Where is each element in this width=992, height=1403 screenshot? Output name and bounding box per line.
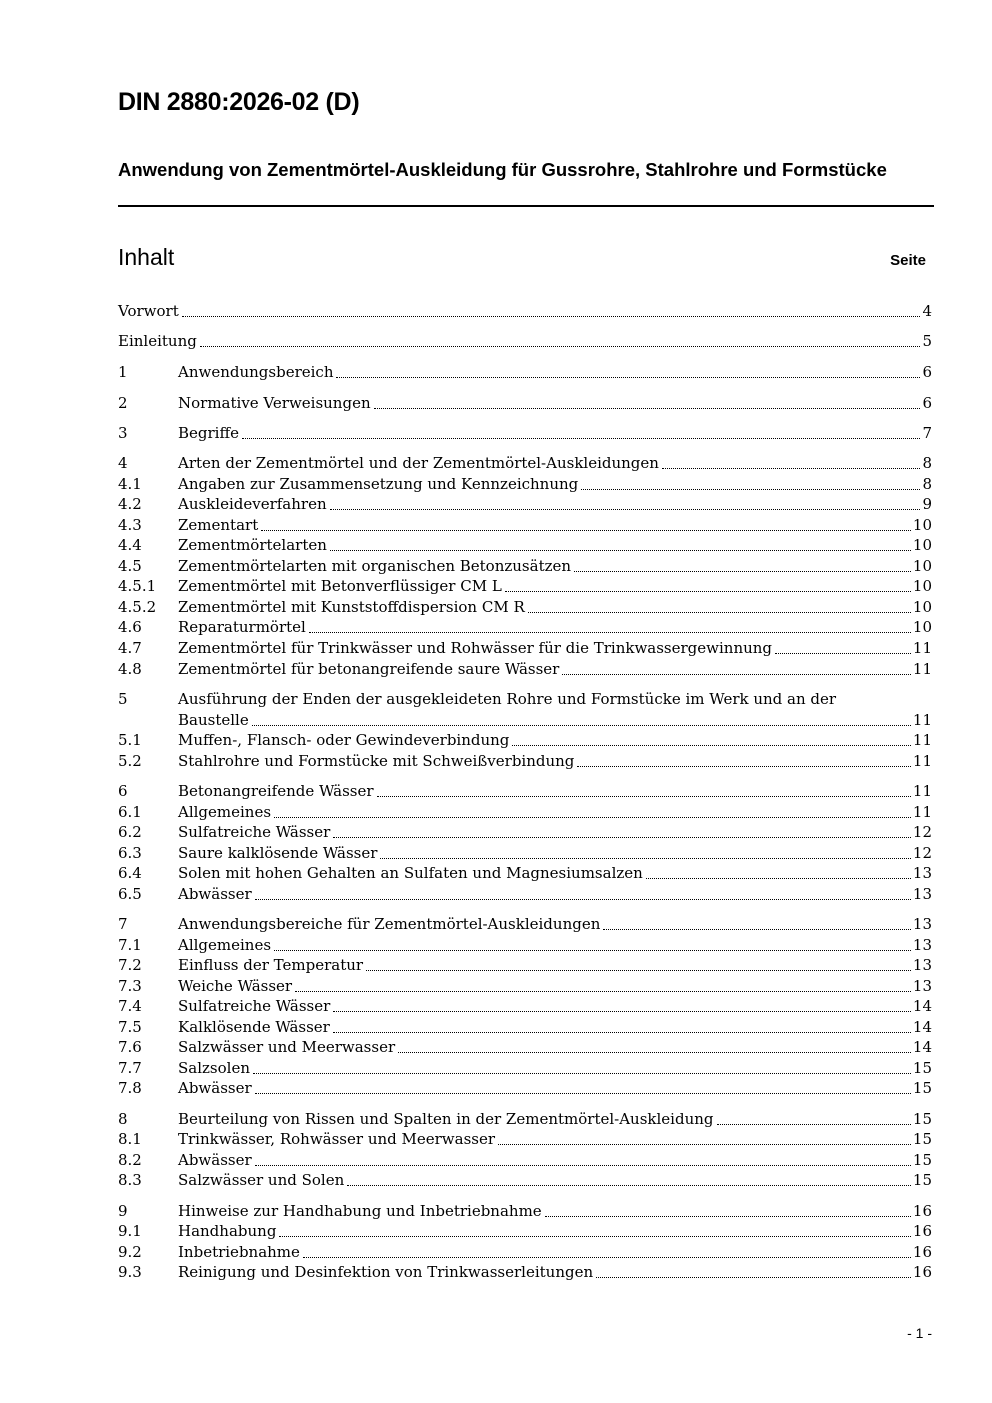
- toc-entry-title: Zementmörtel für Trinkwässer und Rohwässer für die Trinkwassergewinnung: [178, 639, 773, 657]
- toc-entry-number: 4.4: [118, 536, 142, 554]
- toc-entry-title: Inbetriebnahme: [178, 1243, 300, 1261]
- toc-entry-title: Sulfatreiche Wässer: [178, 823, 331, 841]
- toc-entry-title: Zementmörtelarten mit organischen Betonzusätzen: [178, 557, 572, 575]
- toc-entry-number: 7.8: [118, 1079, 142, 1097]
- toc-entry-title: Einleitung: [118, 332, 197, 350]
- toc-entry-title: Stahlrohre und Formstücke mit Schweißverbindung: [178, 752, 575, 770]
- toc-dot-leader: [255, 1092, 911, 1094]
- toc-entry-title: Einfluss der Temperatur: [178, 956, 364, 974]
- toc-entry[interactable]: [118, 535, 932, 556]
- toc-entry[interactable]: [118, 1150, 932, 1171]
- toc-dot-leader: [253, 1072, 911, 1074]
- toc-entry-page: 15: [912, 1079, 932, 1097]
- toc-entry-page: 10: [912, 536, 932, 554]
- toc-dot-leader: [274, 949, 911, 951]
- toc-entry-title: Reinigung und Desinfektion von Trinkwasserleitungen: [178, 1263, 594, 1281]
- toc-entry[interactable]: [118, 1078, 932, 1099]
- toc-entry-page: 13: [912, 864, 932, 882]
- toc-dot-leader: [279, 1235, 910, 1237]
- toc-entry[interactable]: [118, 617, 932, 638]
- toc-dot-leader: [528, 611, 911, 613]
- table-of-contents: [118, 0, 932, 1403]
- toc-entry[interactable]: [118, 689, 932, 731]
- toc-dot-leader: [252, 724, 911, 726]
- toc-entry[interactable]: [118, 515, 932, 536]
- toc-entry-number: 6.4: [118, 864, 142, 882]
- toc-entry-number: 7.7: [118, 1059, 142, 1077]
- toc-dot-leader: [377, 795, 911, 797]
- document-title: DIN 2880:2026-02 (D): [118, 88, 360, 116]
- toc-entry-title: Beurteilung von Rissen und Spalten in der Zementmörtel-Auskleidung: [178, 1110, 714, 1128]
- toc-dot-leader: [577, 765, 911, 767]
- toc-entry-number: 6.5: [118, 885, 142, 903]
- toc-dot-leader: [330, 508, 921, 510]
- toc-dot-leader: [717, 1123, 911, 1125]
- toc-entry-number: 4: [118, 454, 128, 472]
- toc-entry[interactable]: [118, 453, 932, 474]
- toc-entry-page: 12: [912, 823, 932, 841]
- toc-entry[interactable]: [118, 976, 932, 997]
- toc-entry-title: Trinkwässer, Rohwässer und Meerwasser: [178, 1130, 496, 1148]
- toc-entry-page: 13: [912, 885, 932, 903]
- toc-entry-page: 5: [922, 332, 932, 350]
- toc-entry-number: 7.4: [118, 997, 142, 1015]
- toc-entry[interactable]: [118, 1017, 932, 1038]
- toc-entry-title: Salzwässer und Solen: [178, 1171, 345, 1189]
- toc-dot-leader: [662, 467, 921, 469]
- toc-entry-title: Kalklösende Wässer: [178, 1018, 330, 1036]
- toc-entry-page: 15: [912, 1110, 932, 1128]
- toc-entry-title: Salzwässer und Meerwasser: [178, 1038, 396, 1056]
- toc-dot-leader: [646, 877, 911, 879]
- toc-entry[interactable]: [118, 935, 932, 956]
- toc-entry-number: 4.1: [118, 475, 142, 493]
- toc-entry-title: Salzsolen: [178, 1059, 250, 1077]
- toc-entry-number: 4.2: [118, 495, 142, 513]
- toc-entry-number: 3: [118, 424, 128, 442]
- toc-dot-leader: [505, 590, 911, 592]
- toc-entry-title: Sulfatreiche Wässer: [178, 997, 331, 1015]
- toc-entry-title: Vorwort: [118, 302, 179, 320]
- toc-entry[interactable]: [118, 914, 932, 935]
- document-subtitle: Anwendung von Zementmörtel-Auskleidung für Gussrohre, Stahlrohre und Formstücke: [118, 159, 887, 180]
- toc-entry-page: 11: [912, 660, 932, 678]
- toc-entry-page: 13: [912, 915, 932, 933]
- toc-dot-leader: [581, 488, 920, 490]
- toc-entry-page: 16: [912, 1263, 932, 1281]
- toc-dot-leader: [255, 898, 911, 900]
- toc-entry[interactable]: [118, 474, 932, 495]
- toc-entry-number: 7.2: [118, 956, 142, 974]
- toc-entry-title: Abwässer: [178, 885, 252, 903]
- toc-entry-title: Hinweise zur Handhabung und Inbetriebnahme: [178, 1202, 542, 1220]
- toc-entry-title: Allgemeines: [178, 936, 272, 954]
- toc-entry-title: Begriffe: [178, 424, 240, 442]
- toc-entry-number: 7.3: [118, 977, 142, 995]
- toc-entry-number: 9.3: [118, 1263, 142, 1281]
- toc-entry[interactable]: [118, 331, 932, 352]
- toc-entry-page: 15: [912, 1171, 932, 1189]
- toc-entry-page: 10: [912, 598, 932, 616]
- toc-entry-number: 4.5: [118, 557, 142, 575]
- toc-entry-title: Anwendungsbereich: [178, 363, 334, 381]
- toc-dot-leader: [274, 816, 911, 818]
- toc-entry-number: 5.2: [118, 752, 142, 770]
- toc-entry-number: 4.5.1: [118, 577, 157, 595]
- toc-entry-number: 6.1: [118, 803, 142, 821]
- toc-dot-leader: [498, 1143, 911, 1145]
- toc-dot-leader: [347, 1184, 911, 1186]
- toc-entry-page: 16: [912, 1243, 932, 1261]
- toc-entry-title: Solen mit hohen Gehalten an Sulfaten und Magnesiumsalzen: [178, 864, 643, 882]
- toc-entry-number: 9.1: [118, 1222, 142, 1240]
- toc-entry-page: 15: [912, 1130, 932, 1148]
- toc-dot-leader: [242, 437, 920, 439]
- toc-entry-page: 15: [912, 1059, 932, 1077]
- toc-entry-title: Zementmörtelarten: [178, 536, 327, 554]
- toc-entry-title: Abwässer: [178, 1151, 252, 1169]
- toc-entry-title: Zementmörtel mit Kunststoffdispersion CM R: [178, 598, 525, 616]
- toc-dot-leader: [603, 928, 911, 930]
- toc-entry-number: 4.3: [118, 516, 142, 534]
- toc-dot-leader: [295, 990, 911, 992]
- toc-dot-leader: [545, 1215, 911, 1217]
- toc-entry-page: 15: [912, 1151, 932, 1169]
- toc-entry-number: 4.7: [118, 639, 142, 657]
- toc-entry[interactable]: [118, 659, 932, 680]
- toc-entry[interactable]: [118, 1129, 932, 1150]
- toc-entry-page: 11: [912, 752, 932, 770]
- toc-entry[interactable]: [118, 638, 932, 659]
- toc-entry-page: 8: [922, 454, 932, 472]
- toc-entry-title: Angaben zur Zusammensetzung und Kennzeichnung: [178, 475, 579, 493]
- toc-entry[interactable]: [118, 996, 932, 1017]
- toc-entry[interactable]: [118, 955, 932, 976]
- toc-entry-title: Zementmörtel für betonangreifende saure Wässer: [178, 660, 560, 678]
- toc-entry[interactable]: [118, 751, 932, 772]
- toc-entry-line2: [178, 710, 932, 731]
- toc-dot-leader: [562, 673, 911, 675]
- toc-heading: Inhalt: [118, 244, 175, 270]
- toc-entry-page: 14: [912, 997, 932, 1015]
- toc-entry-title: Allgemeines: [178, 803, 272, 821]
- toc-entry-number: 5.1: [118, 731, 142, 749]
- toc-entry[interactable]: [118, 1221, 932, 1242]
- toc-entry-number: 7.5: [118, 1018, 142, 1036]
- toc-entry-title: Normative Verweisungen: [178, 394, 371, 412]
- toc-entry[interactable]: [118, 884, 932, 905]
- toc-entry-number: 6: [118, 782, 128, 800]
- toc-dot-leader: [775, 652, 911, 654]
- toc-entry[interactable]: [118, 822, 932, 843]
- toc-entry-title: Abwässer: [178, 1079, 252, 1097]
- toc-entry[interactable]: [118, 863, 932, 884]
- toc-entry-page: 10: [912, 516, 932, 534]
- toc-dot-leader: [182, 315, 921, 317]
- toc-entry[interactable]: [118, 1109, 932, 1130]
- toc-dot-leader: [336, 376, 920, 378]
- toc-entry-title: Saure kalklösende Wässer: [178, 844, 378, 862]
- toc-entry[interactable]: [118, 556, 932, 577]
- toc-entry-page: 11: [912, 639, 932, 657]
- page-column-label: Seite: [890, 252, 926, 269]
- toc-entry-number: 7.1: [118, 936, 142, 954]
- toc-entry-title: Zementart: [178, 516, 259, 534]
- toc-dot-leader: [366, 969, 911, 971]
- toc-entry-title: Betonangreifende Wässer: [178, 782, 374, 800]
- toc-entry[interactable]: [118, 1037, 932, 1058]
- toc-entry-number: 7.6: [118, 1038, 142, 1056]
- toc-dot-leader: [200, 345, 921, 347]
- toc-dot-leader: [512, 744, 910, 746]
- toc-entry-title: Arten der Zementmörtel und der Zementmörtel-Auskleidungen: [178, 454, 659, 472]
- toc-entry-page: 16: [912, 1222, 932, 1240]
- toc-entry-page: 8: [922, 475, 932, 493]
- toc-entry-number: 1: [118, 363, 128, 381]
- toc-entry-number: 5: [118, 690, 128, 708]
- toc-entry-title: Muffen-, Flansch- oder Gewindeverbindung: [178, 731, 510, 749]
- toc-entry-number: 7: [118, 915, 128, 933]
- toc-dot-leader: [380, 857, 910, 859]
- toc-entry[interactable]: [118, 597, 932, 618]
- toc-entry-number: 6.2: [118, 823, 142, 841]
- toc-entry-number: 9: [118, 1202, 128, 1220]
- toc-entry-title: Anwendungsbereiche für Zementmörtel-Auskleidungen: [178, 915, 601, 933]
- toc-entry[interactable]: [118, 843, 932, 864]
- toc-entry-wrap: [178, 689, 932, 731]
- toc-entry-page: 12: [912, 844, 932, 862]
- toc-entry-page: 10: [912, 618, 932, 636]
- toc-entry-title: Zementmörtel mit Betonverflüssiger CM L: [178, 577, 502, 595]
- toc-entry-page: 11: [912, 782, 932, 800]
- toc-entry[interactable]: [118, 802, 932, 823]
- toc-entry[interactable]: [118, 393, 932, 414]
- toc-entry-page: 16: [912, 1202, 932, 1220]
- toc-dot-leader: [374, 407, 921, 409]
- toc-dot-leader: [398, 1051, 911, 1053]
- toc-entry-page: 11: [912, 731, 932, 749]
- toc-dot-leader: [596, 1276, 911, 1278]
- toc-dot-leader: [309, 631, 911, 633]
- toc-entry-number: 8.1: [118, 1130, 142, 1148]
- toc-entry-page: 4: [922, 302, 932, 320]
- toc-entry-title: Weiche Wässer: [178, 977, 293, 995]
- page-number: - 1 -: [907, 1325, 932, 1341]
- toc-entry-number: 4.6: [118, 618, 142, 636]
- toc-dot-leader: [574, 570, 911, 572]
- toc-entry-number: 8.2: [118, 1151, 142, 1169]
- toc-entry-title: Reparaturmörtel: [178, 618, 306, 636]
- toc-dot-leader: [255, 1164, 911, 1166]
- toc-entry-title: Handhabung: [178, 1222, 277, 1240]
- toc-entry-page: 11: [912, 711, 932, 729]
- toc-dot-leader: [330, 549, 911, 551]
- toc-dot-leader: [261, 529, 911, 531]
- toc-dot-leader: [303, 1256, 911, 1258]
- toc-entry[interactable]: [118, 781, 932, 802]
- toc-entry-page: 6: [922, 394, 932, 412]
- toc-entry[interactable]: [118, 576, 932, 597]
- toc-entry-title: Ausführung der Enden der ausgekleideten Rohre und Formstücke im Werk und an der: [178, 690, 837, 708]
- toc-entry[interactable]: [118, 1058, 932, 1079]
- toc-entry-page: 13: [912, 977, 932, 995]
- toc-entry-title-continued: Baustelle: [178, 711, 249, 729]
- toc-entry[interactable]: [118, 1262, 932, 1283]
- toc-entry-number: 4.5.2: [118, 598, 157, 616]
- toc-entry-number: 8: [118, 1110, 128, 1128]
- toc-entry[interactable]: [118, 1170, 932, 1191]
- toc-dot-leader: [333, 1031, 911, 1033]
- toc-entry-number: 4.8: [118, 660, 142, 678]
- toc-entry-page: 10: [912, 557, 932, 575]
- toc-entry[interactable]: [118, 1201, 932, 1222]
- toc-dot-leader: [333, 836, 911, 838]
- toc-entry-page: 14: [912, 1038, 932, 1056]
- toc-entry[interactable]: [118, 362, 932, 383]
- toc-entry[interactable]: [118, 301, 932, 322]
- toc-entry-number: 8.3: [118, 1171, 142, 1189]
- toc-entry[interactable]: [118, 494, 932, 515]
- toc-dot-leader: [333, 1010, 911, 1012]
- toc-entry[interactable]: [118, 423, 932, 444]
- toc-entry-page: 14: [912, 1018, 932, 1036]
- toc-entry-page: 10: [912, 577, 932, 595]
- toc-entry[interactable]: [118, 1242, 932, 1263]
- toc-entry-number: 2: [118, 394, 128, 412]
- toc-entry-page: 11: [912, 803, 932, 821]
- toc-entry-page: 13: [912, 956, 932, 974]
- toc-entry[interactable]: [118, 730, 932, 751]
- toc-entry-page: 7: [922, 424, 932, 442]
- toc-entry-number: 9.2: [118, 1243, 142, 1261]
- toc-entry-page: 9: [922, 495, 932, 513]
- toc-entry-page: 6: [922, 363, 932, 381]
- toc-entry-number: 6.3: [118, 844, 142, 862]
- toc-entry-title: Auskleideverfahren: [178, 495, 327, 513]
- toc-entry-page: 13: [912, 936, 932, 954]
